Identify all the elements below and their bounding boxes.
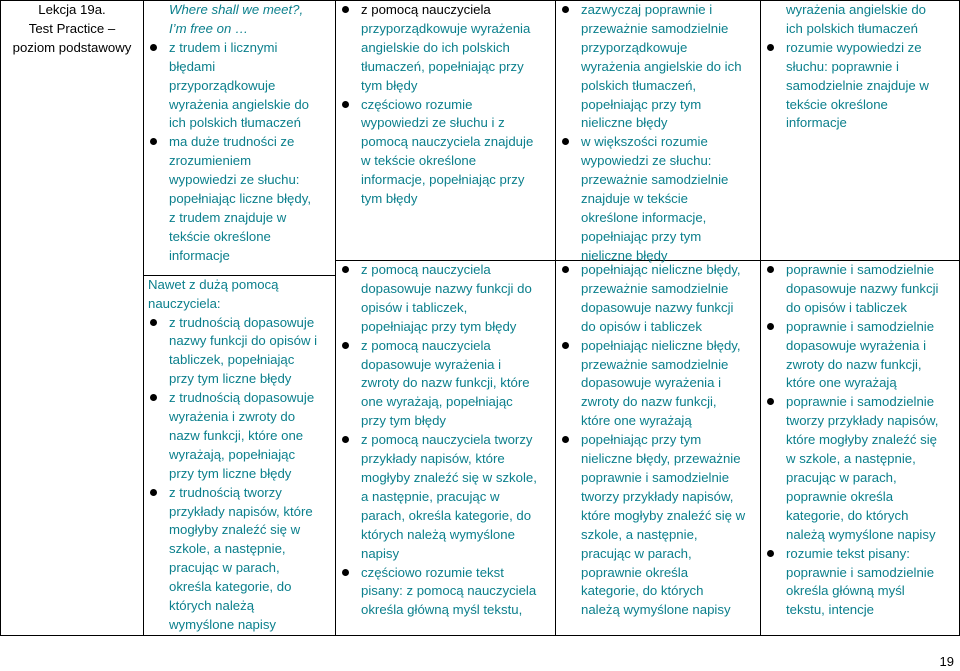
- line: poprawnie i samodzielnie: [786, 318, 935, 334]
- line: zwroty do nazw funkcji, które: [361, 375, 530, 391]
- line: popełniając przy tym błędy: [361, 318, 517, 334]
- line: popełniając nieliczne błędy,: [581, 337, 741, 353]
- line: z pomocą nauczyciela: [361, 2, 491, 17]
- list-item: [765, 261, 956, 318]
- list-item: [765, 39, 956, 134]
- line: kategorie, do których: [581, 583, 704, 599]
- criteria-group: [144, 275, 335, 635]
- line: pracując w parach,: [169, 560, 280, 576]
- lesson-cell: [1, 1, 144, 636]
- line: poprawnie i samodzielnie: [581, 469, 730, 485]
- line: pomocą nauczyciela znajduje: [361, 134, 534, 150]
- cell-content: [761, 1, 959, 620]
- line: kategorie, do których: [786, 507, 909, 523]
- line: a następnie, pracując w: [361, 488, 500, 504]
- line: popełniając przy tym: [581, 432, 702, 448]
- line: poprawnie określa: [581, 564, 689, 580]
- line: które one wyrażają: [786, 375, 897, 391]
- lesson-subtitle-line: Test Practice –: [28, 20, 116, 36]
- line: tym błędy: [361, 191, 418, 207]
- list-item: [765, 318, 956, 394]
- line: przy tym liczne błędy: [169, 465, 292, 481]
- line: nieliczne błędy: [581, 115, 668, 131]
- cell-content: [556, 1, 760, 620]
- cell-content: [336, 1, 555, 620]
- list-item: [560, 431, 757, 620]
- line: z trudem znajduje w: [169, 209, 287, 225]
- bullet-icon: [150, 394, 157, 401]
- line: wyrażają, popełniając: [169, 446, 296, 462]
- line: tworzy przykłady napisów,: [581, 488, 734, 504]
- list-item: [560, 133, 757, 265]
- criteria-group: [761, 260, 959, 620]
- line: z trudnością dopasowuje: [169, 390, 315, 406]
- line: tłumaczeń, popełniając przy: [361, 58, 524, 74]
- line: one wyrażają, popełniając: [361, 394, 513, 410]
- list-item: [765, 545, 956, 621]
- line: informacje: [786, 115, 847, 131]
- list-item: [560, 261, 757, 337]
- criteria-group: [556, 260, 760, 620]
- line: dopasowuje nazwy funkcji: [786, 280, 939, 296]
- bullet-icon: [150, 319, 157, 326]
- list-item: [340, 96, 552, 209]
- line: przeważnie samodzielnie: [581, 172, 729, 188]
- line: w szkole, a następnie,: [786, 451, 916, 467]
- line: które mogłyby znaleźć się w: [581, 507, 746, 523]
- line: należą wymyślone napisy: [786, 526, 936, 542]
- list-item: [560, 337, 757, 432]
- line: polskich tłumaczeń,: [581, 77, 697, 93]
- grade-column-cell: [144, 1, 336, 636]
- list-item: [148, 389, 332, 484]
- bullet-icon: [767, 550, 774, 557]
- line: tabliczek, popełniając: [169, 352, 295, 368]
- line: przy tym liczne błędy: [169, 371, 292, 387]
- bullet-icon: [562, 436, 569, 443]
- line: informacje, popełniając przy: [361, 172, 525, 188]
- lesson-title: Lekcja 19a.: [38, 2, 106, 17]
- criteria-group: [765, 1, 956, 251]
- grade-column-cell: [761, 1, 960, 636]
- list-item: [340, 1, 552, 96]
- line: określa główną myśl tekstu,: [361, 602, 523, 618]
- line: znajduje w tekście: [581, 191, 689, 207]
- line: przy tym błędy: [361, 413, 447, 429]
- line: mogłyby znaleźć się w: [169, 522, 301, 538]
- line: parach, określa kategorie, do: [361, 507, 532, 523]
- line: wyrażenia angielskie do: [169, 96, 310, 112]
- lead-line: nauczyciela:: [148, 295, 221, 311]
- line: ich polskich tłumaczeń: [169, 115, 301, 131]
- line: przyporządkowuje wyrażenia: [361, 20, 531, 36]
- bullet-icon: [342, 436, 349, 443]
- line: opisów i tabliczek,: [361, 299, 468, 315]
- line: poprawnie i samodzielnie: [786, 262, 935, 277]
- line: pracując w parach,: [581, 545, 692, 561]
- line: wyrażenia i zwroty do: [169, 409, 296, 425]
- line: zrozumieniem: [169, 153, 252, 169]
- bullet-icon: [767, 266, 774, 273]
- line: z trudem i licznymi: [169, 39, 278, 55]
- line: nazwy funkcji do opisów i: [169, 333, 318, 349]
- line: poprawnie i samodzielnie: [786, 394, 935, 410]
- criteria-group: [336, 260, 555, 620]
- line: w tekście określone: [361, 153, 477, 169]
- line: tekstu, intencje: [786, 602, 874, 618]
- line: błędami: [169, 58, 216, 74]
- line: należą wymyślone napisy: [581, 602, 731, 618]
- bullet-icon: [342, 6, 349, 13]
- line: których należą: [169, 598, 255, 614]
- line: z pomocą nauczyciela: [361, 262, 491, 277]
- page-number: 19: [939, 654, 954, 669]
- list-item: [340, 337, 552, 432]
- line: tym błędy: [361, 77, 418, 93]
- line: przeważnie samodzielnie: [581, 20, 729, 36]
- line: z trudnością dopasowuje: [169, 314, 315, 330]
- list-item: [148, 314, 332, 390]
- list-item: [765, 393, 956, 544]
- intro-line: I’m free on …: [169, 20, 249, 36]
- line: wyrażenia angielskie do ich: [581, 58, 742, 74]
- lead-line: ich polskich tłumaczeń: [786, 20, 918, 36]
- criteria-group: [340, 1, 552, 251]
- line: wypowiedzi ze słuchu:: [169, 172, 300, 188]
- line: poprawnie i samodzielnie: [786, 564, 935, 580]
- line: angielskie do ich polskich: [361, 39, 510, 55]
- line: popełniając nieliczne błędy,: [581, 262, 741, 277]
- list-item: [340, 431, 552, 563]
- bullet-icon: [562, 6, 569, 13]
- bullet-icon: [342, 569, 349, 576]
- list-item: [148, 39, 332, 134]
- line: określa główną myśl: [786, 583, 905, 599]
- line: które one wyrażają: [581, 413, 692, 429]
- line: określone informacje,: [581, 209, 707, 225]
- line: poprawnie określa: [786, 488, 894, 504]
- bullet-icon: [342, 342, 349, 349]
- bullet-icon: [767, 323, 774, 330]
- lead-line: Nawet z dużą pomocą: [148, 276, 279, 292]
- line: określa kategorie, do: [169, 579, 292, 595]
- bullet-icon: [562, 342, 569, 349]
- line: tworzy przykłady napisów,: [786, 413, 939, 429]
- line: popełniając liczne błędy,: [169, 191, 311, 207]
- line: przykłady napisów, które: [169, 503, 313, 519]
- bullet-icon: [767, 44, 774, 51]
- bullet-icon: [562, 266, 569, 273]
- list-item: [148, 484, 332, 635]
- line: tekście określone: [786, 96, 888, 112]
- line: szkole, a następnie,: [581, 526, 698, 542]
- line: nieliczne błędy, przeważnie: [581, 451, 741, 467]
- line: rozumie tekst pisany:: [786, 545, 910, 561]
- line: wypowiedzi ze słuchu i z: [361, 115, 505, 131]
- line: zazwyczaj poprawnie i: [581, 2, 713, 17]
- bullet-icon: [150, 44, 157, 51]
- bullet-icon: [150, 489, 157, 496]
- line: samodzielnie znajduje w: [786, 77, 929, 93]
- line: z pomocą nauczyciela: [361, 337, 491, 353]
- line: przykłady napisów, które: [361, 451, 505, 467]
- list-item: [340, 564, 552, 621]
- line: do opisów i tabliczek: [786, 299, 907, 315]
- bullet-icon: [342, 101, 349, 108]
- line: popełniając przy tym: [581, 96, 702, 112]
- line: przyporządkowuje: [169, 77, 276, 93]
- line: wymyślone napisy: [169, 617, 277, 632]
- line: do opisów i tabliczek: [581, 318, 702, 334]
- line: z pomocą nauczyciela tworzy: [361, 432, 533, 448]
- line: dopasowuje nazwy funkcji do: [361, 280, 532, 296]
- line: dopasowuje wyrażenia i: [361, 356, 502, 372]
- bullet-icon: [562, 138, 569, 145]
- bullet-icon: [767, 398, 774, 405]
- table-row: [1, 1, 960, 636]
- lead-line: wyrażenia angielskie do: [786, 2, 927, 17]
- line: rozumie wypowiedzi ze: [786, 39, 922, 55]
- line: szkole, a następnie,: [169, 541, 286, 557]
- criteria-group: [560, 1, 757, 263]
- line: dopasowuje wyrażenia i: [786, 337, 927, 353]
- list-item: [148, 133, 332, 265]
- line: ma duże trudności ze: [169, 134, 295, 150]
- list-item: [560, 1, 757, 133]
- line: pisany: z pomocą nauczyciela: [361, 583, 537, 599]
- line: informacje: [169, 247, 230, 263]
- line: wypowiedzi ze słuchu:: [581, 153, 712, 169]
- line: nazw funkcji, które one: [169, 427, 304, 443]
- line: zwroty do nazw funkcji,: [786, 356, 922, 372]
- line: przeważnie samodzielnie: [581, 356, 729, 372]
- grade-column-cell: [336, 1, 556, 636]
- line: słuchu: poprawnie i: [786, 58, 899, 74]
- grade-column-cell: [556, 1, 761, 636]
- bullet-icon: [150, 138, 157, 145]
- line: przyporządkowuje: [581, 39, 688, 55]
- line: napisy: [361, 545, 400, 561]
- line: dopasowuje wyrażenia i: [581, 375, 722, 391]
- line: częściowo rozumie: [361, 96, 473, 112]
- lesson-subtitle-line: poziom podstawowy: [12, 39, 132, 55]
- line: które mogłyby znaleźć się: [786, 432, 937, 448]
- line: tekście określone: [169, 228, 271, 244]
- line: dopasowuje nazwy funkcji: [581, 299, 734, 315]
- list-item: [340, 261, 552, 337]
- bullet-icon: [342, 266, 349, 273]
- line: nieliczne błędy: [581, 247, 668, 263]
- line: pracując w parach,: [786, 469, 897, 485]
- line: z trudnością tworzy: [169, 484, 282, 500]
- line: mogłyby znaleźć się w szkole,: [361, 469, 537, 485]
- criteria-group: [148, 1, 332, 266]
- cell-content: [144, 1, 335, 635]
- line: zwroty do nazw funkcji,: [581, 394, 717, 410]
- line: w większości rozumie: [581, 134, 708, 150]
- line: przeważnie samodzielnie: [581, 280, 729, 296]
- intro-line: Where shall we meet?,: [169, 2, 304, 17]
- line: częściowo rozumie tekst: [361, 564, 504, 580]
- line: popełniając przy tym: [581, 228, 702, 244]
- line: których należą wymyślone: [361, 526, 515, 542]
